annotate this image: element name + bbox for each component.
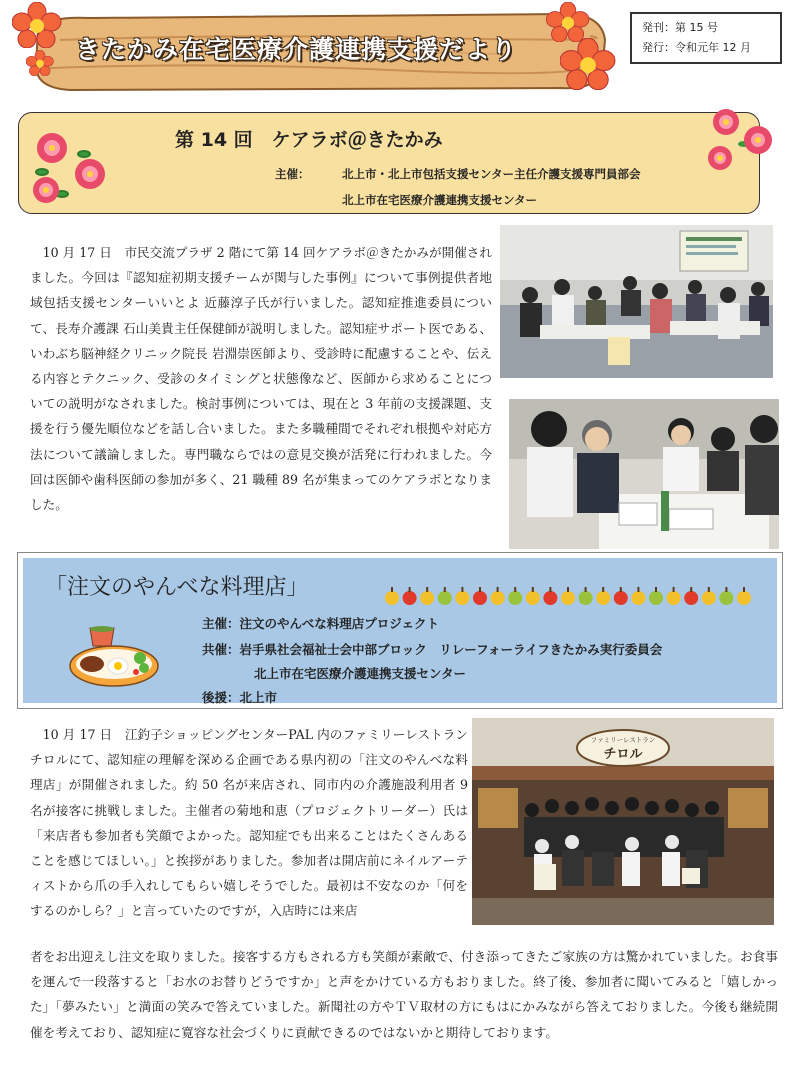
fruit-icon <box>403 591 417 605</box>
fruit-icon <box>579 591 593 605</box>
fruit-icon <box>438 591 452 605</box>
pink-flowers-icon <box>700 104 778 176</box>
issue-info-box <box>630 12 782 64</box>
section2-cohost: 共催：岩手県社会福祉士会中部ブロック リレーフォーライフきたかみ実行委員会 <box>202 642 663 657</box>
issue-number: 発刊：第 15 号 <box>642 21 718 34</box>
fruit-icon <box>420 591 434 605</box>
fruit-icon <box>614 591 628 605</box>
flower-icon <box>546 2 590 42</box>
fruit-icon <box>737 591 751 605</box>
section2-supporter: 後援：北上市 <box>202 690 278 705</box>
fruit-icon <box>526 591 540 605</box>
section2-title: 「注文のやんべな料理店」 <box>45 575 309 600</box>
section2-body-top: 10 月 17 日 江釣子ショッピングセンターPAL 内のファミリーレストランチロルにて、認知症の理解を深める企画である県内初の「注文のやんべな料理店」が開催されました。約 50 名が来店され、同市内の介護施設利用者 9 名が接客に挑戦しました。主催者の菊地和恵（プロジェクトリーダー）氏は「来店者も参加者も笑顔でよかった。認知症でも出来ることはたくさんあることを感じてほしい。」と挨拶がありました。参加者は開店前にネイルアーティストから爪の手入れしてもらい嬉しそうでした。最初は不安なのか「何をするのかしら？」と言っていたのですが，入店時には来店 <box>30 727 468 919</box>
section1-host-line2: 北上市在宅医療介護連携支援センター <box>342 193 538 207</box>
fruit-icon <box>719 591 733 605</box>
section1-host-line1: 北上市・北上市包括支援センター主任介護支援専門員部会 <box>342 167 641 181</box>
section1-title: 第 14 回 ケアラボ＠きたかみ <box>175 129 443 151</box>
section1-host-label: 主催： <box>275 167 310 181</box>
fruit-icon <box>631 591 645 605</box>
fruit-icon <box>684 591 698 605</box>
flower-icon <box>26 50 54 76</box>
section1-body: 10 月 17 日 市民交流プラザ 2 階にて第 14 回ケアラボ＠きたかみが開催されました。今回は『認知症初期支援チームが関与した事例』について事例提供者地域包括支援センターいいとよ 近藤淳子氏が行いました。認知症推進委員について、長寿介護課 石山美貴主任保健師が説明しました。認知症サポート医である、いわぶち脳神経クリニック院長 岩淵崇医師より、受診時に配慮することや、伝える内容とテクニック、受診のタイミングと状態像など、医師から求めることについての説明がなされました。検討事例については、現在と 3 年前の支援課題、支援を行う優先順位などを話し合いました。また多職種間でそれぞれ根拠や対応方法について議論しました。専門職ならではの意見交換が活発に行われました。今回は医師や歯科医師の参加が多く、21 職種 89 名が集まってのケアラボとなりました。 <box>30 245 492 513</box>
flower-icon <box>12 2 62 48</box>
fruit-icon <box>491 591 505 605</box>
pink-flowers-icon <box>22 124 114 212</box>
fruit-border-icon <box>383 583 765 609</box>
fruit-icon <box>702 591 716 605</box>
restaurant-sign-big: チロル <box>603 747 643 762</box>
fruit-icon <box>543 591 557 605</box>
discussion-photo <box>509 399 779 549</box>
restaurant-sign-small: ファミリーレストラン <box>590 736 656 744</box>
fruit-icon <box>561 591 575 605</box>
fruit-icon <box>596 591 610 605</box>
fruit-icon <box>455 591 469 605</box>
fruit-icon <box>473 591 487 605</box>
flower-icon <box>560 38 616 90</box>
section2-body-bottom: 者をお出迎えし注文を取りました。接客する方もされる方も笑顔が素敵で、付き添ってきたご家族の方は驚かれていました。お食事を運んで一段落すると「お水のお替りどうですか」と声をかけている方もおりました。終了後、参加者に聞いてみると「嬉しかった」「夢みたい」と満面の笑みで答えていました。新聞社の方やＴＶ取材の方にもはにかみながら答えておりました。今後も継続開催を考えており、認知症に寛容な社会づくりに貢献できるのではないかと期待しております。 <box>30 949 778 1040</box>
issue-date: 発行：令和元年 12 月 <box>642 41 751 54</box>
section2-organizer: 主催：注文のやんべな料理店プロジェクト <box>202 616 440 631</box>
meeting-photo <box>500 225 773 378</box>
section2-cohost-2: 北上市在宅医療介護連携支援センター <box>254 666 467 681</box>
fruit-icon <box>649 591 663 605</box>
meal-plate-icon <box>68 622 160 688</box>
fruit-icon <box>667 591 681 605</box>
newsletter-title: きたかみ在宅医療介護連携支援だより <box>75 35 518 64</box>
fruit-icon <box>508 591 522 605</box>
restaurant-group-photo <box>472 718 774 925</box>
fruit-icon <box>385 591 399 605</box>
